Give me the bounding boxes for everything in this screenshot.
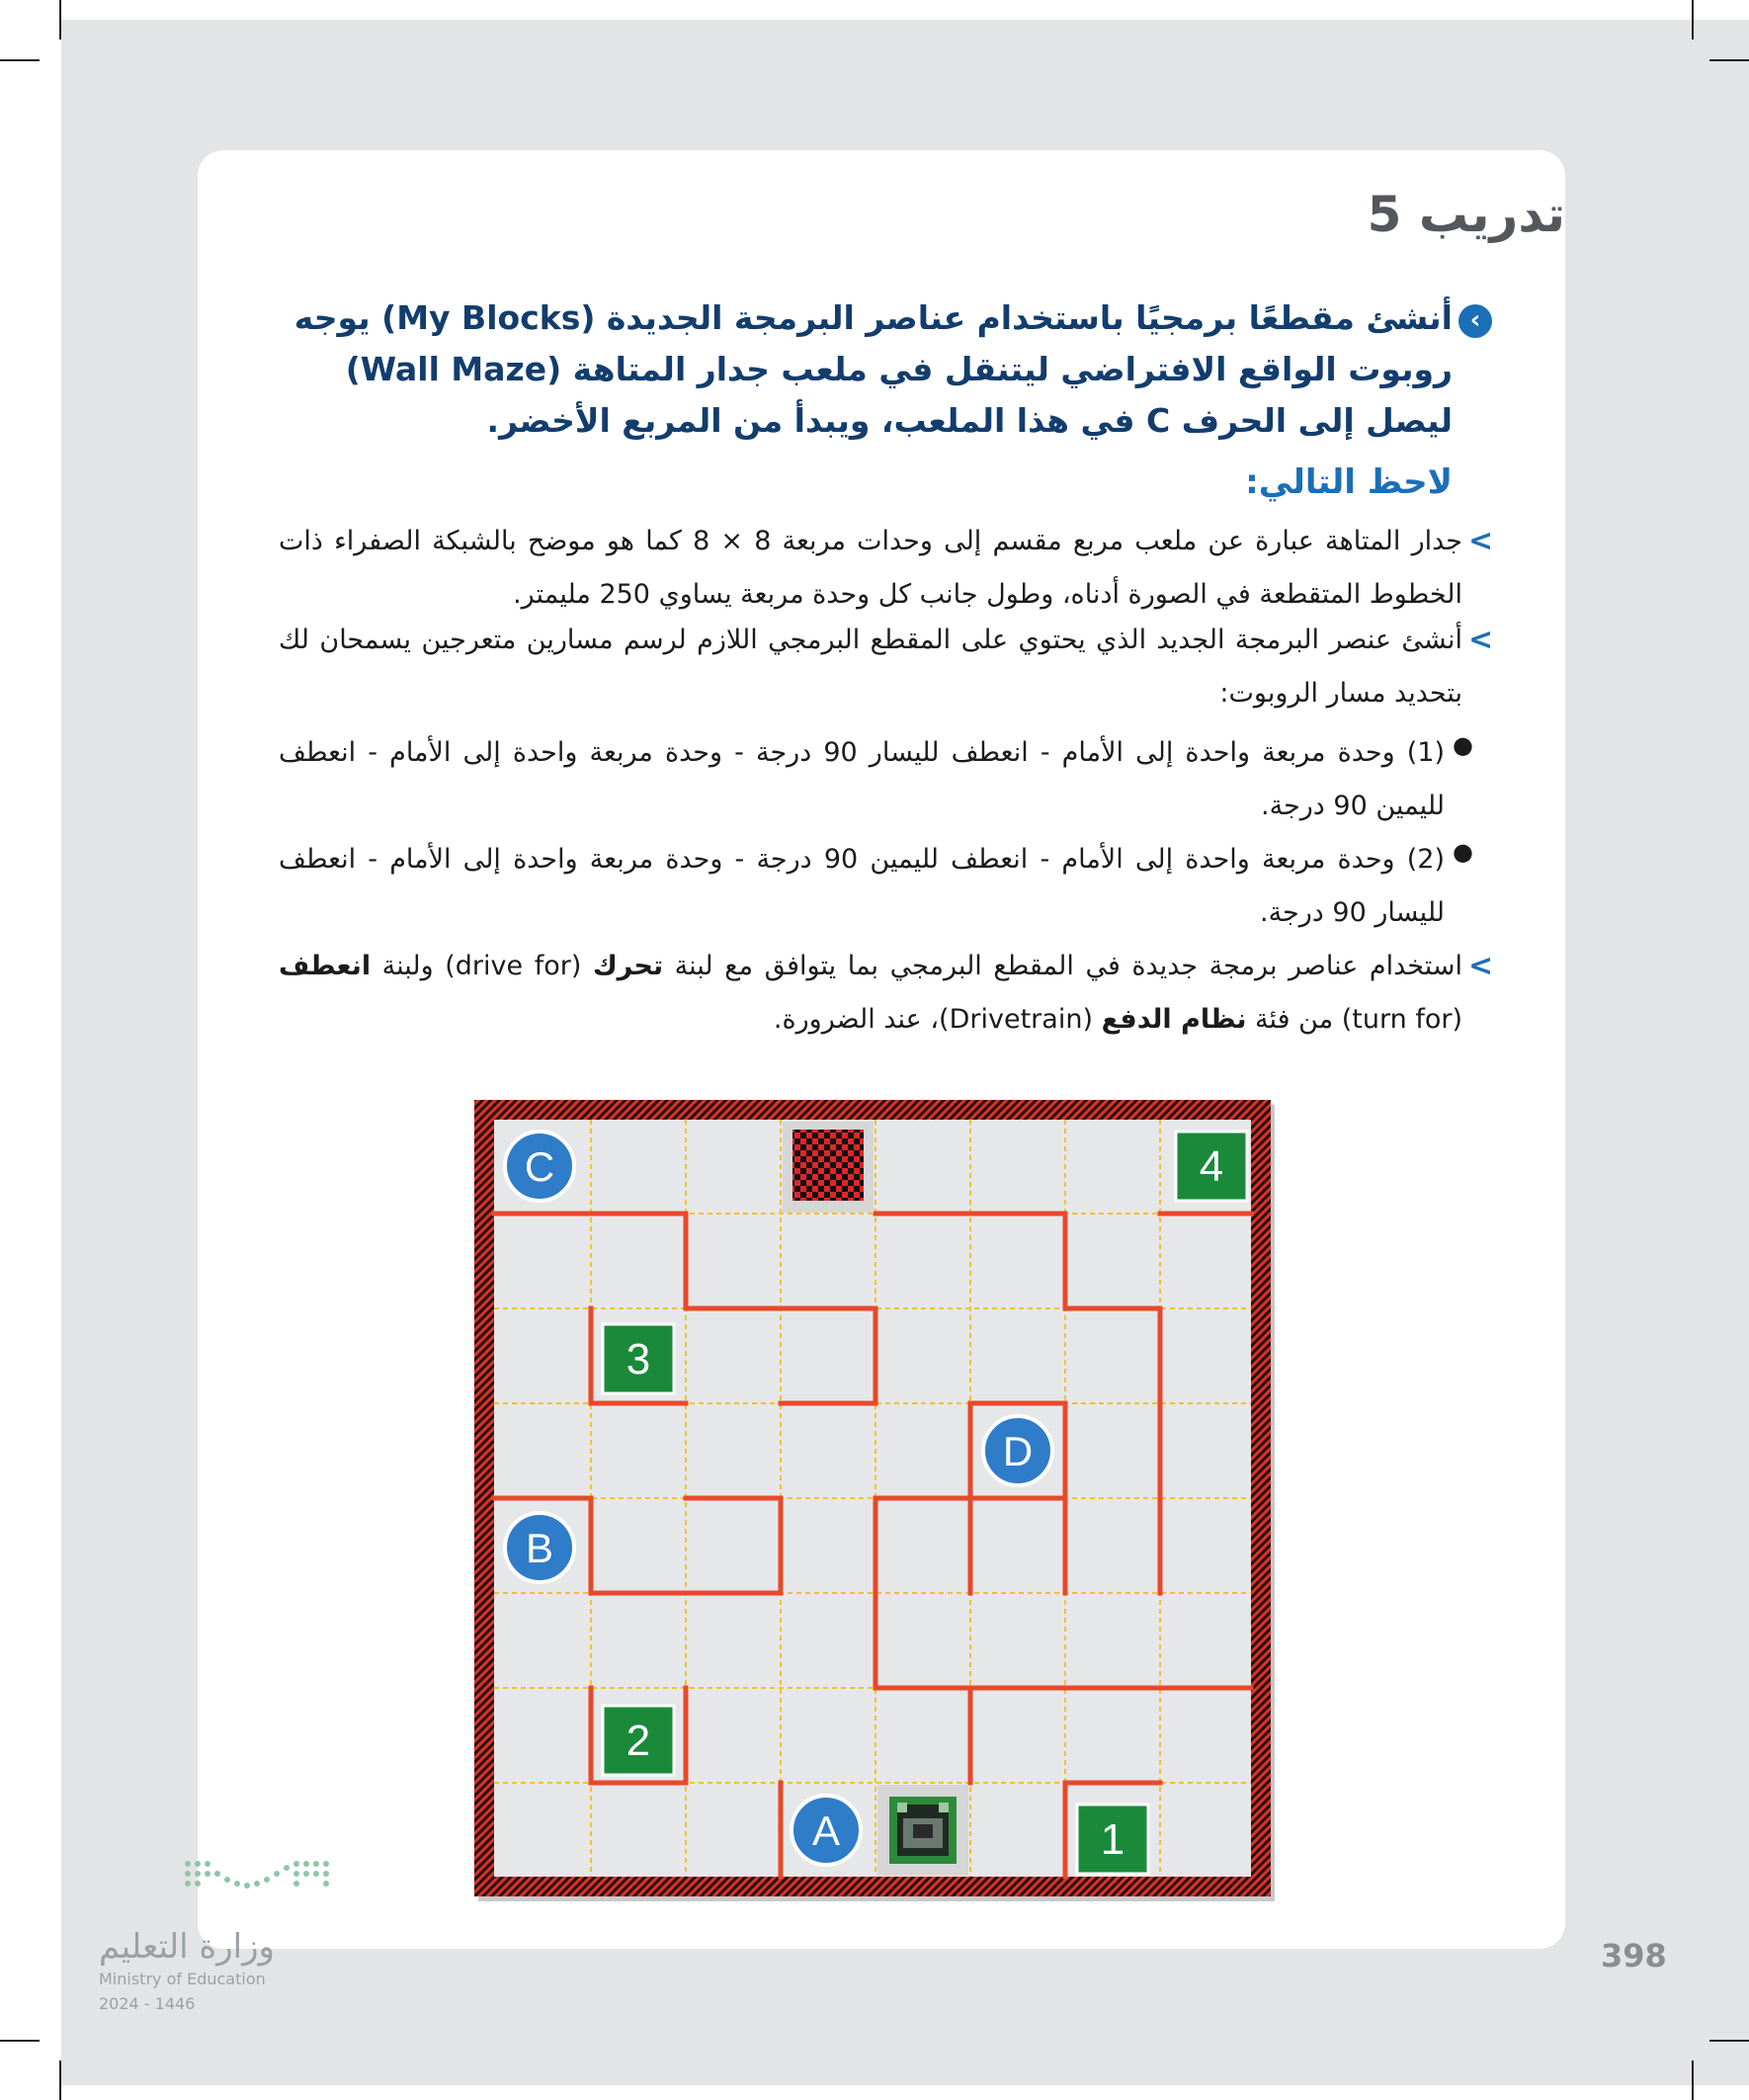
page-title: تدريب 5 xyxy=(1367,186,1565,243)
notice-bold-term: نظام الدفع xyxy=(1101,1004,1247,1035)
notice-text-segment: (Drivetrain)، عند الضرورة. xyxy=(773,1004,1102,1035)
crop-mark xyxy=(59,2060,61,2100)
circle-marker-d xyxy=(983,1416,1052,1485)
svg-text:C: C xyxy=(524,1143,555,1190)
crop-mark xyxy=(1692,0,1694,40)
number-marker-1 xyxy=(1077,1805,1148,1874)
number-marker-3 xyxy=(603,1324,674,1393)
svg-text:2: 2 xyxy=(625,1717,651,1765)
notice-text-segment: (drive for) ولبنة xyxy=(371,951,593,981)
wall-maze-image xyxy=(474,1100,1275,1902)
task-text: أنشئ مقطعًا برمجيًا باستخدام عناصر البرمجة الجديدة (My Blocks) يوجه روبوت الواقع الافتراضي ليتنقل في ملعب جدار المتاهة (Wall Maze) ليصل إلى الحرف C في هذا الملعب، ويبدأ من المربع الأخضر. xyxy=(293,298,1453,440)
circle-marker-b xyxy=(505,1513,574,1582)
ministry-name-english: Ministry of Education xyxy=(99,1970,266,1988)
notice-bold-term: تحرك xyxy=(592,951,664,981)
number-marker-2 xyxy=(603,1706,674,1775)
chevron-left-icon: < xyxy=(1468,524,1494,558)
number-marker-4 xyxy=(1176,1132,1247,1201)
svg-text:B: B xyxy=(525,1525,554,1571)
checkered-flag-icon xyxy=(792,1130,864,1201)
bullet-icon: ● xyxy=(1453,838,1473,866)
crop-mark xyxy=(0,59,40,61)
crop-mark xyxy=(59,0,61,40)
crop-mark xyxy=(1709,59,1749,61)
ministry-logo-icon xyxy=(99,1858,356,1917)
svg-text:A: A xyxy=(811,1807,841,1854)
page-number: 398 xyxy=(1601,1937,1667,1974)
notice-text-segment: (turn for) من فئة xyxy=(1246,1004,1462,1035)
chevron-left-icon: < xyxy=(1468,623,1494,657)
notice-item xyxy=(279,940,1462,1047)
notice-sub-item: (1) وحدة مربعة واحدة إلى الأمام - انعطف لليسار 90 درجة - وحدة مربعة واحدة إلى الأمام - انعطف لليمين 90 درجة. xyxy=(279,737,1445,821)
crop-mark xyxy=(1709,2040,1749,2042)
notice-item: جدار المتاهة عبارة عن ملعب مربع مقسم إلى وحدات مربعة 8 × 8 كما هو موضح بالشبكة الصفراء ذات الخطوط المتقطعة في الصورة أدناه، وطول جانب كل وحدة مربعة يساوي 250 مليمتر. xyxy=(279,526,1462,610)
svg-text:D: D xyxy=(1002,1428,1034,1474)
notice-bold-term: انعطف xyxy=(279,951,372,981)
notice-item: أنشئ عنصر البرمجة الجديد الذي يحتوي على المقطع البرمجي اللازم لرسم مسارين متعرجين يسمحان لك بتحديد مسار الروبوت: xyxy=(279,625,1462,709)
circle-marker-a xyxy=(791,1796,861,1865)
notice-text-segment: استخدام عناصر برمجة جديدة في المقطع البرمجي بما يتوافق مع لبنة xyxy=(663,951,1462,981)
ministry-name-arabic: وزارة التعليم xyxy=(99,1927,275,1967)
notice-sub-item: (2) وحدة مربعة واحدة إلى الأمام - انعطف لليمين 90 درجة - وحدة مربعة واحدة إلى الأمام - انعطف لليسار 90 درجة. xyxy=(279,844,1445,928)
robot-icon xyxy=(889,1797,957,1864)
chevron-circle-icon: ‹ xyxy=(1458,304,1492,338)
circle-marker-c xyxy=(505,1132,574,1201)
svg-text:4: 4 xyxy=(1199,1142,1224,1191)
bullet-icon: ● xyxy=(1453,731,1473,759)
crop-mark xyxy=(1692,2060,1694,2100)
academic-year: 2024 - 1446 xyxy=(99,1994,196,2013)
chevron-left-icon: < xyxy=(1468,949,1494,983)
crop-mark xyxy=(0,2040,40,2042)
svg-text:3: 3 xyxy=(625,1335,651,1384)
svg-text:1: 1 xyxy=(1100,1815,1125,1864)
notice-heading: لاحظ التالي: xyxy=(1245,462,1453,502)
